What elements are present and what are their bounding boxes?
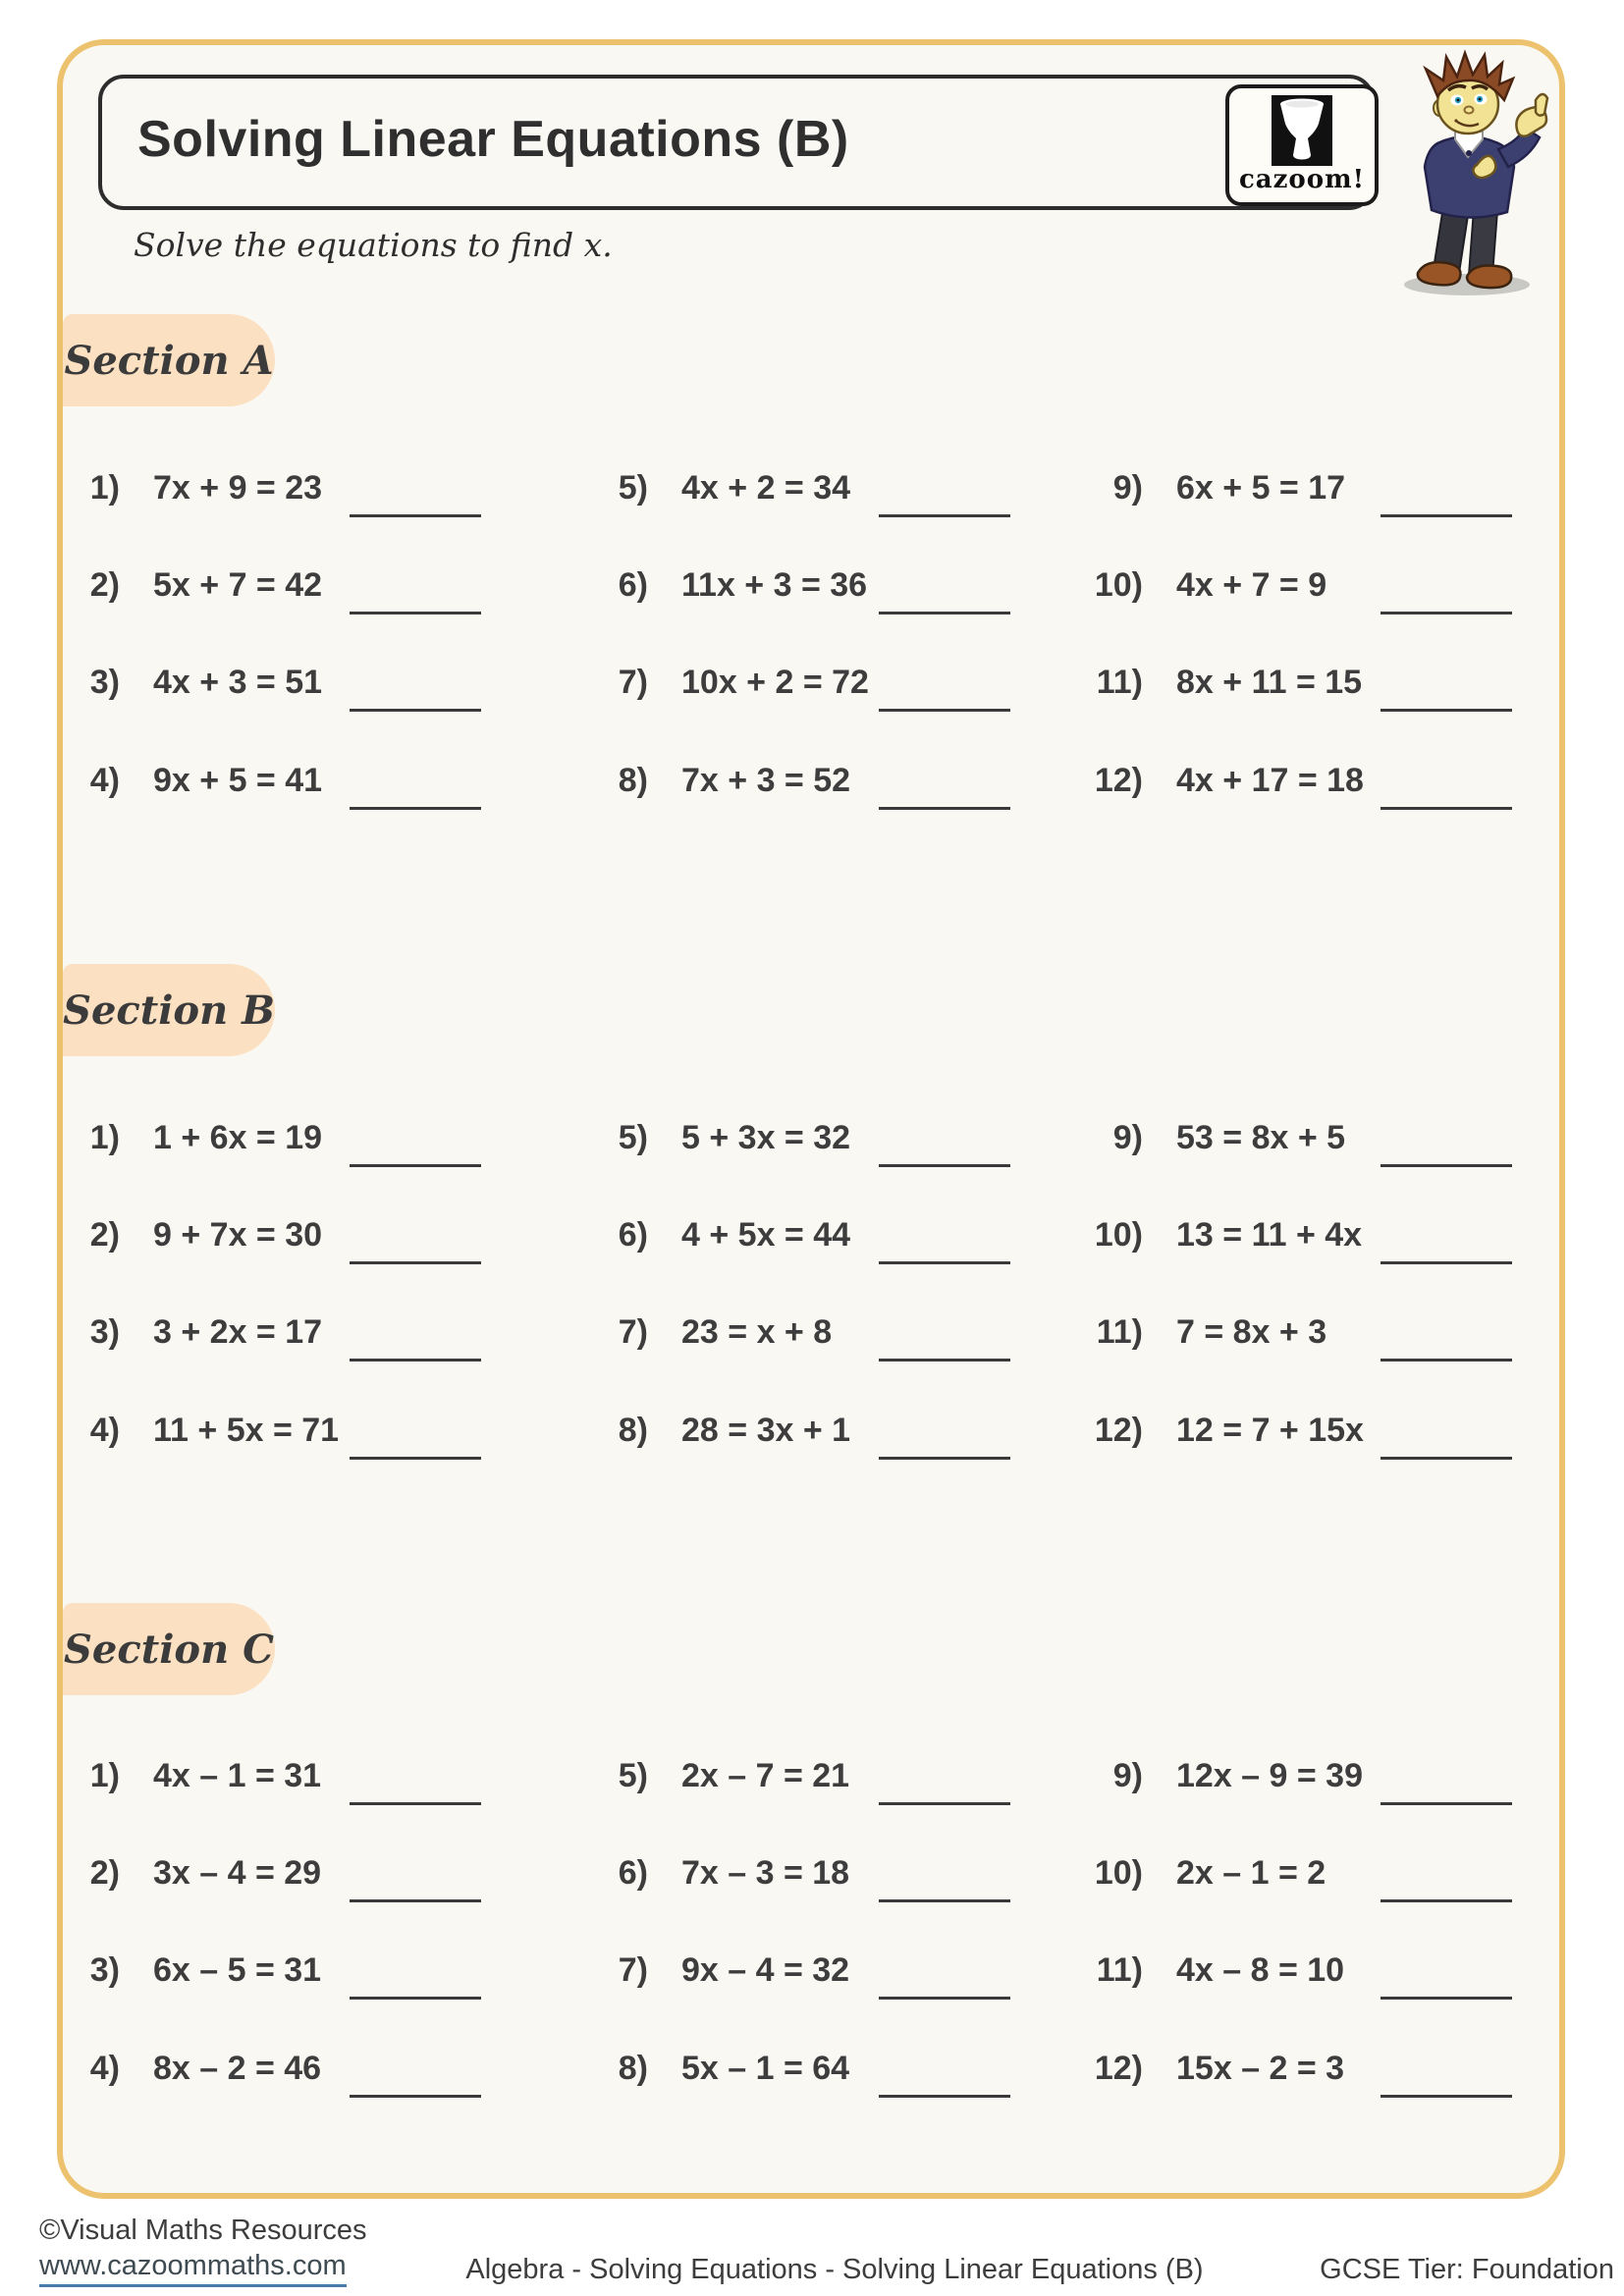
- answer-blank[interactable]: [350, 1164, 481, 1167]
- answer-blank[interactable]: [879, 1261, 1010, 1264]
- problem-number: 2): [89, 566, 120, 604]
- equation-text: 6x – 5 = 31: [153, 1951, 322, 1989]
- equation-text: 8x + 11 = 15: [1176, 664, 1363, 701]
- problem-number: 8): [618, 1412, 648, 1449]
- answer-blank[interactable]: [350, 1457, 481, 1460]
- answer-blank[interactable]: [350, 514, 481, 517]
- equation-text: 11 + 5x = 71: [153, 1412, 340, 1449]
- problem-a12: [1086, 762, 1597, 852]
- equation-text: 7x – 3 = 18: [681, 1854, 850, 1892]
- answer-blank[interactable]: [1380, 1899, 1512, 1902]
- problem-b11: [1086, 1313, 1597, 1404]
- problem-number: 1): [89, 1119, 120, 1156]
- problem-c2: [63, 1854, 573, 1945]
- problem-a5: [591, 469, 1102, 560]
- equation-text: 11x + 3 = 36: [681, 566, 868, 604]
- problem-a2: [63, 566, 573, 657]
- answer-blank[interactable]: [350, 1997, 481, 2000]
- problem-a7: [591, 664, 1102, 754]
- problem-number: 9): [1112, 469, 1143, 507]
- instruction-text: Solve the equations to find x.: [134, 226, 613, 264]
- equation-text: 4x + 2 = 34: [681, 469, 851, 507]
- equation-text: 23 = x + 8: [681, 1313, 833, 1351]
- problem-number: 2): [89, 1854, 120, 1892]
- equation-text: 15x – 2 = 3: [1176, 2050, 1345, 2087]
- answer-blank[interactable]: [1380, 1261, 1512, 1264]
- section-c-label: Section C: [64, 1626, 274, 1673]
- section-b-label: Section B: [63, 987, 275, 1034]
- problem-number: 6): [618, 1854, 648, 1892]
- equation-text: 4x – 1 = 31: [153, 1757, 322, 1794]
- problem-number: 10): [1094, 1216, 1143, 1254]
- problem-c10: [1086, 1854, 1597, 1945]
- answer-blank[interactable]: [350, 1899, 481, 1902]
- problem-a3: [63, 664, 573, 754]
- section-a-label: Section A: [64, 337, 274, 384]
- equation-text: 5x – 1 = 64: [681, 2050, 850, 2087]
- answer-blank[interactable]: [879, 2095, 1010, 2098]
- problem-c11: [1086, 1951, 1597, 2042]
- equation-text: 3 + 2x = 17: [153, 1313, 323, 1351]
- equation-text: 6x + 5 = 17: [1176, 469, 1346, 507]
- answer-blank[interactable]: [350, 2095, 481, 2098]
- problem-b3: [63, 1313, 573, 1404]
- answer-blank[interactable]: [350, 1261, 481, 1264]
- problem-c9: [1086, 1757, 1597, 1847]
- problem-number: 1): [89, 469, 120, 507]
- answer-blank[interactable]: [879, 1164, 1010, 1167]
- equation-text: 5x + 7 = 42: [153, 566, 323, 604]
- equation-text: 9x – 4 = 32: [681, 1951, 850, 1989]
- answer-blank[interactable]: [879, 807, 1010, 810]
- answer-blank[interactable]: [879, 1899, 1010, 1902]
- problem-number: 11): [1096, 1313, 1143, 1351]
- title-bar: [98, 75, 1375, 210]
- answer-blank[interactable]: [1380, 1802, 1512, 1805]
- equation-text: 7x + 9 = 23: [153, 469, 323, 507]
- answer-blank[interactable]: [350, 1359, 481, 1362]
- problem-b7: [591, 1313, 1102, 1404]
- problem-c7: [591, 1951, 1102, 2042]
- answer-blank[interactable]: [1380, 2095, 1512, 2098]
- problem-number: 8): [618, 762, 648, 799]
- problem-number: 4): [89, 1412, 120, 1449]
- equation-text: 4x + 7 = 9: [1176, 566, 1327, 604]
- problem-b12: [1086, 1412, 1597, 1502]
- problem-number: 3): [89, 1951, 120, 1989]
- answer-blank[interactable]: [1380, 709, 1512, 712]
- answer-blank[interactable]: [350, 807, 481, 810]
- problem-number: 5): [618, 469, 648, 507]
- equation-text: 4x + 3 = 51: [153, 664, 323, 701]
- answer-blank[interactable]: [879, 1997, 1010, 2000]
- problem-a11: [1086, 664, 1597, 754]
- problem-number: 6): [618, 1216, 648, 1254]
- answer-blank[interactable]: [1380, 1164, 1512, 1167]
- equation-text: 4x – 8 = 10: [1176, 1951, 1345, 1989]
- problem-c5: [591, 1757, 1102, 1847]
- problem-b10: [1086, 1216, 1597, 1307]
- problem-c12: [1086, 2050, 1597, 2140]
- problem-a4: [63, 762, 573, 852]
- problem-c6: [591, 1854, 1102, 1945]
- page-title: Solving Linear Equations (B): [137, 111, 849, 168]
- problem-c3: [63, 1951, 573, 2042]
- answer-blank[interactable]: [1380, 612, 1512, 614]
- problem-number: 3): [89, 1313, 120, 1351]
- problem-a9: [1086, 469, 1597, 560]
- problem-b1: [63, 1119, 573, 1209]
- copyright-text: ©Visual Maths Resources: [39, 2215, 367, 2246]
- cazoommaths-link[interactable]: www.cazoommaths.com: [39, 2250, 347, 2287]
- equation-text: 13 = 11 + 4x: [1176, 1216, 1363, 1254]
- problem-number: 7): [618, 1313, 648, 1351]
- problem-number: 5): [618, 1119, 648, 1156]
- answer-blank[interactable]: [1380, 1997, 1512, 2000]
- problem-b8: [591, 1412, 1102, 1502]
- equation-text: 28 = 3x + 1: [681, 1412, 851, 1449]
- problem-number: 4): [89, 762, 120, 799]
- answer-blank[interactable]: [1380, 514, 1512, 517]
- problem-number: 10): [1094, 1854, 1143, 1892]
- problem-number: 12): [1094, 1412, 1143, 1449]
- problem-number: 11): [1096, 1951, 1143, 1989]
- answer-blank[interactable]: [879, 1802, 1010, 1805]
- logo-wordmark: cazoom!: [1238, 165, 1366, 194]
- equation-text: 2x – 7 = 21: [681, 1757, 850, 1794]
- problem-c1: [63, 1757, 573, 1847]
- problem-number: 4): [89, 2050, 120, 2087]
- problem-b6: [591, 1216, 1102, 1307]
- cazoom-vase-icon: [1272, 95, 1332, 166]
- problem-number: 3): [89, 664, 120, 701]
- answer-blank[interactable]: [1380, 807, 1512, 810]
- equation-text: 2x – 1 = 2: [1176, 1854, 1326, 1892]
- equation-text: 12 = 7 + 15x: [1176, 1412, 1364, 1449]
- equation-text: 7x + 3 = 52: [681, 762, 851, 799]
- problem-a1: [63, 469, 573, 560]
- problem-number: 9): [1112, 1119, 1143, 1156]
- problem-number: 12): [1094, 2050, 1143, 2087]
- answer-blank[interactable]: [1380, 1457, 1512, 1460]
- mascot-boy-illustration: [1371, 49, 1567, 306]
- equation-text: 4x + 17 = 18: [1176, 762, 1364, 799]
- problem-a10: [1086, 566, 1597, 657]
- answer-blank[interactable]: [1380, 1359, 1512, 1362]
- problem-b9: [1086, 1119, 1597, 1209]
- equation-text: 1 + 6x = 19: [153, 1119, 323, 1156]
- problem-number: 9): [1112, 1757, 1143, 1794]
- problem-b2: [63, 1216, 573, 1307]
- answer-blank[interactable]: [879, 612, 1010, 614]
- section-a-badge: [63, 314, 275, 406]
- equation-text: 7 = 8x + 3: [1176, 1313, 1327, 1351]
- problem-number: 7): [618, 664, 648, 701]
- answer-blank[interactable]: [350, 612, 481, 614]
- problem-number: 10): [1094, 566, 1143, 604]
- problem-a8: [591, 762, 1102, 852]
- problem-number: 5): [618, 1757, 648, 1794]
- problem-c8: [591, 2050, 1102, 2140]
- problem-c4: [63, 2050, 573, 2140]
- problem-number: 7): [618, 1951, 648, 1989]
- problem-b5: [591, 1119, 1102, 1209]
- problem-a6: [591, 566, 1102, 657]
- equation-text: 3x – 4 = 29: [153, 1854, 322, 1892]
- answer-blank[interactable]: [879, 1457, 1010, 1460]
- problem-number: 6): [618, 566, 648, 604]
- section-b-badge: [63, 964, 275, 1056]
- equation-text: 10x + 2 = 72: [681, 664, 869, 701]
- worksheet-category: Algebra - Solving Equations - Solving Linear Equations (B): [465, 2254, 1204, 2285]
- equation-text: 53 = 8x + 5: [1176, 1119, 1346, 1156]
- equation-text: 8x – 2 = 46: [153, 2050, 322, 2087]
- section-c-badge: [63, 1603, 275, 1695]
- answer-blank[interactable]: [879, 1359, 1010, 1362]
- equation-text: 9x + 5 = 41: [153, 762, 323, 799]
- answer-blank[interactable]: [350, 1802, 481, 1805]
- equation-text: 4 + 5x = 44: [681, 1216, 851, 1254]
- problem-number: 8): [618, 2050, 648, 2087]
- problem-number: 11): [1096, 664, 1143, 701]
- problem-number: 12): [1094, 762, 1143, 799]
- answer-blank[interactable]: [350, 709, 481, 712]
- equation-text: 5 + 3x = 32: [681, 1119, 851, 1156]
- cazoom-logo: [1225, 84, 1379, 206]
- equation-text: 9 + 7x = 30: [153, 1216, 323, 1254]
- answer-blank[interactable]: [879, 514, 1010, 517]
- problem-number: 1): [89, 1757, 120, 1794]
- answer-blank[interactable]: [879, 709, 1010, 712]
- problem-number: 2): [89, 1216, 120, 1254]
- equation-text: 12x – 9 = 39: [1176, 1757, 1364, 1794]
- problem-b4: [63, 1412, 573, 1502]
- gcse-tier-label: GCSE Tier: Foundation: [1320, 2254, 1614, 2285]
